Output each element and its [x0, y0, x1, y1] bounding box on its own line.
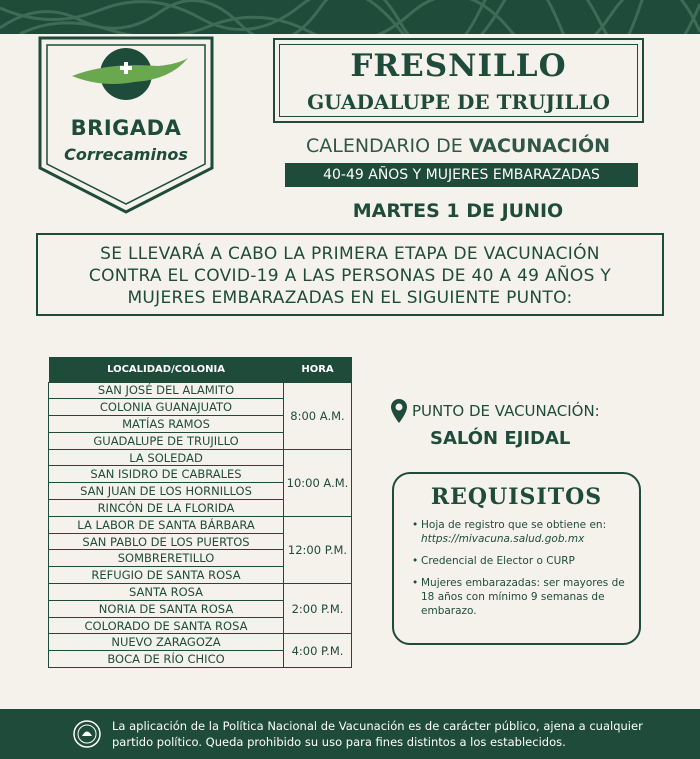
localidad-cell: SAN PABLO DE LOS PUERTOS	[49, 533, 284, 550]
localidad-cell: NUEVO ZARAGOZA	[49, 634, 284, 651]
hora-cell: 12:00 P.M.	[284, 516, 352, 583]
list-item: • Mujeres embarazadas: ser mayores de 18 años con mínimo 9 semanas de embarazo.	[412, 576, 634, 618]
notice-box	[36, 233, 664, 316]
badge-title: BRIGADA	[70, 116, 182, 140]
hora-cell: 8:00 A.M.	[284, 382, 352, 449]
notice-line-3: MUJERES EMBARAZADAS EN EL SIGUIENTE PUNTO:	[127, 288, 573, 308]
age-group-bar: 40-49 AÑOS Y MUJERES EMBARAZADAS	[285, 163, 638, 187]
localidad-cell: RINCÓN DE LA FLORIDA	[49, 500, 284, 517]
hora-cell: 2:00 P.M.	[284, 584, 352, 634]
registration-url-link[interactable]: https://mivacuna.salud.gob.mx	[421, 533, 585, 545]
localidad-cell: SOMBRERETILLO	[49, 550, 284, 567]
localidad-cell: SAN ISIDRO DE CABRALES	[49, 466, 284, 483]
localidad-cell: COLONIA GUANAJUATO	[49, 399, 284, 416]
hora-cell: 10:00 A.M.	[284, 449, 352, 516]
requirements-list	[412, 518, 634, 626]
calendar-highlight: VACUNACIÓN	[468, 135, 610, 157]
table-row	[49, 584, 352, 601]
localidad-cell: GUADALUPE DE TRUJILLO	[49, 432, 284, 449]
header-localidad: LOCALIDAD/COLONIA	[49, 357, 284, 382]
vaccination-date: MARTES 1 DE JUNIO	[352, 200, 564, 222]
requirements-box	[392, 472, 641, 645]
localidad-cell: SAN JOSÉ DEL ALAMITO	[49, 382, 284, 399]
footer-band	[0, 709, 700, 759]
localidad-cell: SANTA ROSA	[49, 584, 284, 601]
requirements-title: REQUISITOS	[430, 484, 603, 510]
localidad-cell: MATÍAS RAMOS	[49, 416, 284, 433]
vaccination-point-location: SALÓN EJIDAL	[430, 428, 571, 449]
schedule-table	[48, 357, 352, 668]
list-item: • Credencial de Elector o CURP	[412, 554, 634, 568]
requirement-1-text: Hoja de registro que se obtiene en:	[421, 519, 607, 531]
notice-line-1: SE LLEVARÁ A CABO LA PRIMERA ETAPA DE VACUNACIÓN	[100, 244, 600, 264]
localidad-cell: COLORADO DE SANTA ROSA	[49, 617, 284, 634]
location-pin-icon	[390, 398, 408, 424]
badge-subtitle: Correcaminos	[64, 145, 188, 164]
notice-line-2: CONTRA EL COVID-19 A LAS PERSONAS DE 40 A 49 AÑOS Y	[88, 266, 612, 286]
localidad-cell: LA LABOR DE SANTA BÁRBARA	[49, 516, 284, 533]
calendar-heading	[270, 135, 646, 157]
list-item	[412, 518, 634, 546]
localidad-cell: REFUGIO DE SANTA ROSA	[49, 567, 284, 584]
calendar-prefix: CALENDARIO DE	[305, 135, 469, 157]
hora-cell: 4:00 P.M.	[284, 634, 352, 668]
table-row	[49, 449, 352, 466]
localidad-cell: BOCA DE RÍO CHICO	[49, 651, 284, 668]
table-row	[49, 516, 352, 533]
table-row	[49, 382, 352, 399]
localidad-cell: SAN JUAN DE LOS HORNILLOS	[49, 483, 284, 500]
localidad-cell: NORIA DE SANTA ROSA	[49, 600, 284, 617]
top-decorative-band	[0, 0, 700, 34]
footer-legal-text: La aplicación de la Política Nacional de Vacunación es de carácter público, ajena a cualquier partido político. Queda prohibido su uso para fines distintos a los establecidos.	[112, 719, 643, 749]
locality-name: GUADALUPE DE TRUJILLO	[307, 90, 610, 114]
table-row	[49, 634, 352, 651]
ornament-pattern-icon	[0, 0, 700, 34]
municipality-title-box	[273, 38, 644, 123]
municipality-name: FRESNILLO	[350, 48, 567, 84]
header-hora: HORA	[284, 357, 352, 382]
national-seal-icon	[72, 719, 102, 749]
localidad-cell: LA SOLEDAD	[49, 449, 284, 466]
vaccination-point-label: PUNTO DE VACUNACIÓN:	[412, 402, 600, 420]
